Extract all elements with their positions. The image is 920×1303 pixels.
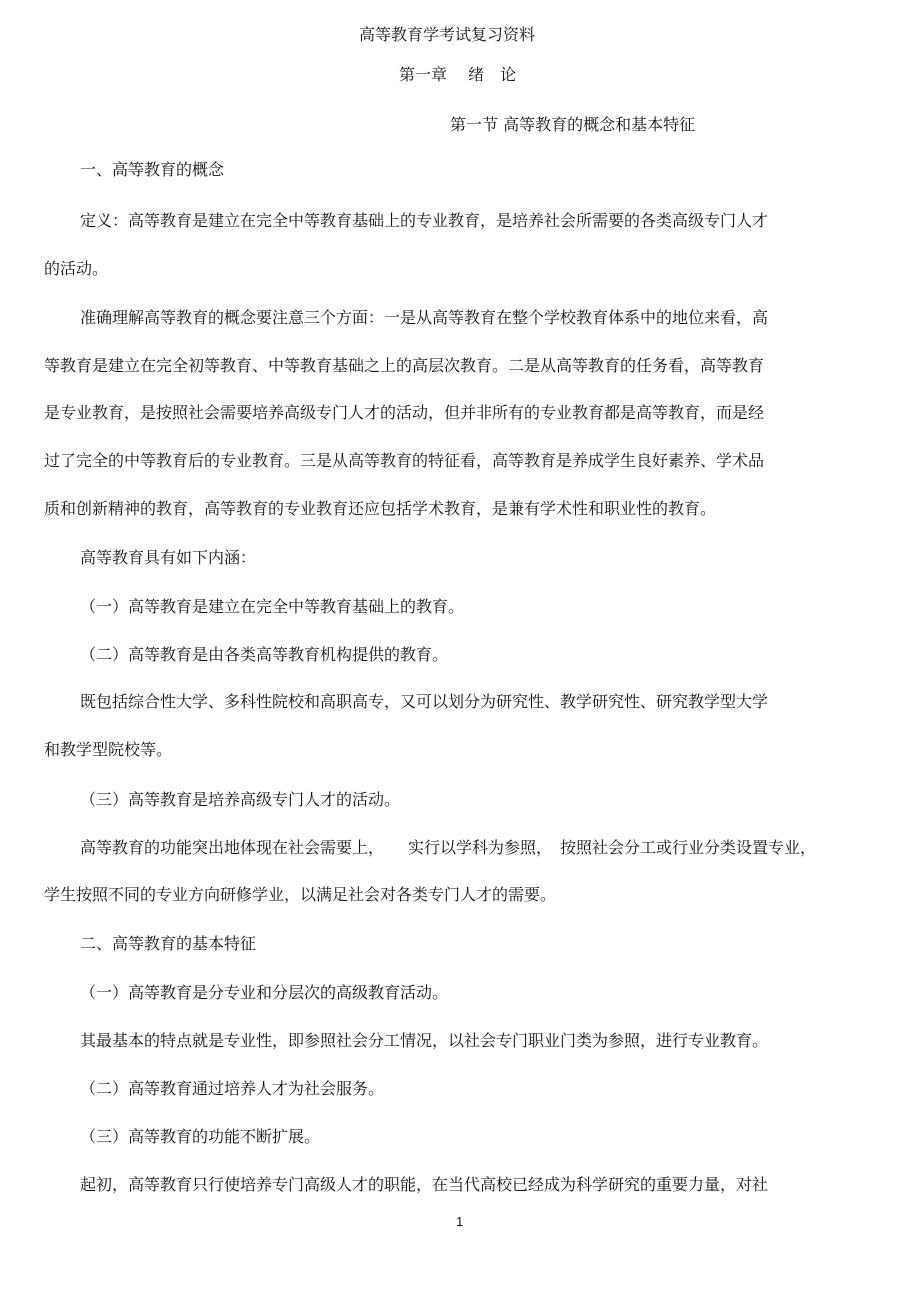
heading-features: 二、高等教育的基本特征	[80, 934, 257, 953]
body-line: 的活动。	[44, 259, 109, 278]
document-title: 高等教育学考试复习资料	[359, 25, 536, 44]
body-line: 是专业教育，是按照社会需要培养高级专门人才的活动，但并非所有的专业教育都是高等教育，而是经	[44, 403, 765, 422]
body-line: 等教育是建立在完全初等教育、中等教育基础之上的高层次教育。二是从高等教育的任务看，高等教育	[44, 356, 765, 375]
list-item: （二）高等教育是由各类高等教育机构提供的教育。	[80, 645, 449, 664]
body-line: 起初，高等教育只行使培养专门高级人才的职能，在当代高校已经成为科学研究的重要力量，对社	[80, 1175, 769, 1194]
section-heading: 第一节 高等教育的概念和基本特征	[450, 115, 696, 134]
list-item: （一）高等教育是分专业和分层次的高级教育活动。	[80, 983, 449, 1002]
body-line: 其最基本的特点就是专业性，即参照社会分工情况，以社会专门职业门类为参照，进行专业教育。	[80, 1031, 769, 1050]
list-item: （三）高等教育是培养高级专门人才的活动。	[80, 790, 401, 809]
body-line: 定义：高等教育是建立在完全中等教育基础上的专业教育，是培养社会所需要的各类高级专门人才	[80, 211, 769, 230]
body-line: 和教学型院校等。	[44, 740, 173, 759]
body-line: 高等教育具有如下内涵：	[80, 548, 257, 567]
body-line: 既包括综合性大学、多科性院校和高职高专，又可以划分为研究性、教学研究性、研究教学型大学	[80, 692, 769, 711]
body-line: 质和创新精神的教育，高等教育的专业教育还应包括学术教育，是兼有学术性和职业性的教育。	[44, 499, 717, 518]
body-line: 高等教育的功能突出地体现在社会需要上， 实行以学科为参照， 按照社会分工或行业分类设置专业，	[80, 838, 817, 857]
body-line: 过了完全的中等教育后的专业教育。三是从高等教育的特征看，高等教育是养成学生良好素养、学术品	[44, 451, 765, 470]
heading-concept: 一、高等教育的概念	[80, 160, 225, 179]
page-number: 1	[456, 1214, 464, 1229]
list-item: （一）高等教育是建立在完全中等教育基础上的教育。	[80, 597, 465, 616]
list-item: （三）高等教育的功能不断扩展。	[80, 1127, 321, 1146]
body-line: 准确理解高等教育的概念要注意三个方面：一是从高等教育在整个学校教育体系中的地位来看，高	[80, 308, 769, 327]
body-line: 学生按照不同的专业方向研修学业，以满足社会对各类专门人才的需要。	[44, 885, 557, 904]
list-item: （二）高等教育通过培养人才为社会服务。	[80, 1079, 385, 1098]
chapter-heading: 第一章 绪 论	[399, 65, 517, 84]
